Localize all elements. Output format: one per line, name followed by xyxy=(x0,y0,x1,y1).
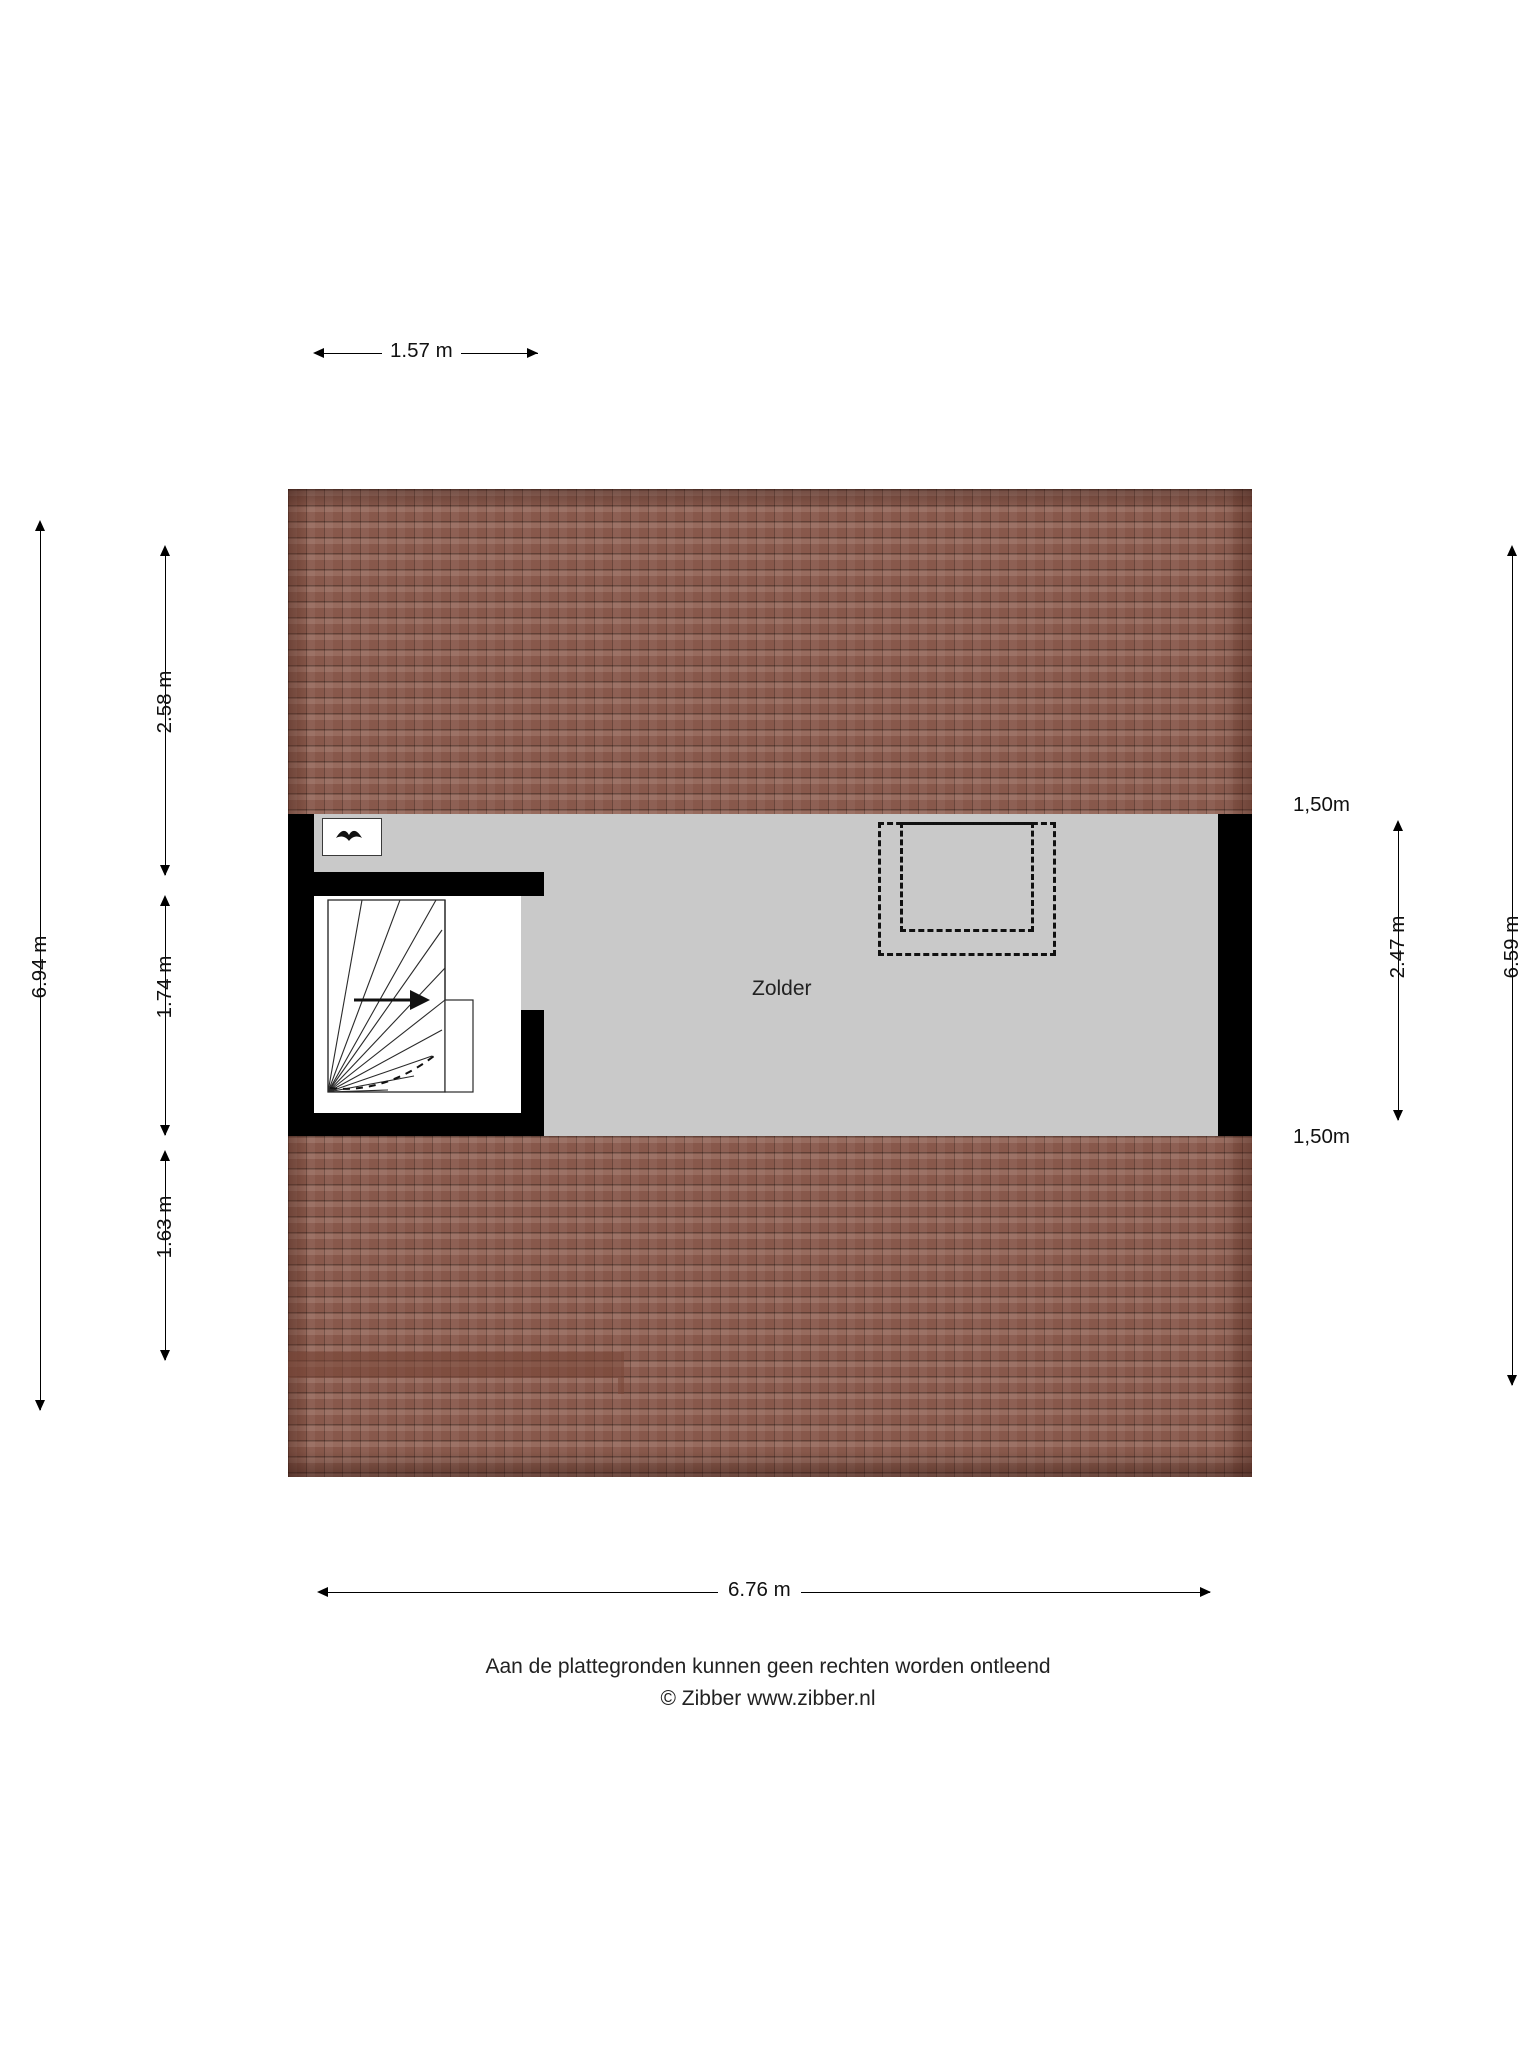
roof-shade-right xyxy=(1222,1136,1252,1477)
roof-shade-top xyxy=(288,489,1252,509)
footer xyxy=(0,1655,1536,1711)
dimension-right-bottom-1-50-label: 1,50m xyxy=(1293,1125,1350,1148)
wall-stair-bottom xyxy=(314,1113,544,1136)
room-label-zolder: Zolder xyxy=(752,977,812,1000)
roof-tiles-texture xyxy=(288,1136,1252,1477)
roof-shade-right xyxy=(1222,489,1252,814)
dimension-right-2-47-label: 2.47 m xyxy=(1386,915,1409,979)
roof-shade-left xyxy=(288,489,310,814)
wall-right-vertical xyxy=(1218,814,1252,1136)
attic-hatch-inner xyxy=(900,822,1034,932)
dimension-left-1-74-label: 1.74 m xyxy=(153,955,176,1019)
wall-stair-top xyxy=(314,872,544,896)
roof-upper xyxy=(288,489,1252,814)
dimension-right-top-1-50-label: 1,50m xyxy=(1293,793,1350,816)
roof-ridge-step xyxy=(618,1352,624,1394)
staircase-steps xyxy=(314,896,521,1113)
dimension-left-1-63-label: 1.63 m xyxy=(153,1195,176,1259)
staircase xyxy=(314,896,521,1113)
dimension-left-2-58-label: 2.58 m xyxy=(153,670,176,734)
footer-disclaimer: Aan de plattegronden kunnen geen rechten worden ontleend xyxy=(485,1655,1051,1678)
dimension-bottom-label: 6.76 m xyxy=(718,1578,801,1602)
roof-tiles-texture xyxy=(288,489,1252,814)
dimension-left-outer-label: 6.94 m xyxy=(28,935,51,999)
footer-copyright: © Zibber www.zibber.nl xyxy=(660,1687,876,1710)
bird-icon xyxy=(334,826,364,846)
roof-lower xyxy=(288,1136,1252,1477)
dimension-right-outer-label: 6.59 m xyxy=(1500,915,1523,979)
wall-left-vertical xyxy=(288,814,314,1136)
roof-ridge-detail xyxy=(288,1352,618,1378)
roof-shade-left xyxy=(288,1136,310,1477)
dimension-top-label: 1.57 m xyxy=(382,339,461,363)
roof-shade-bottom xyxy=(288,1451,1252,1477)
